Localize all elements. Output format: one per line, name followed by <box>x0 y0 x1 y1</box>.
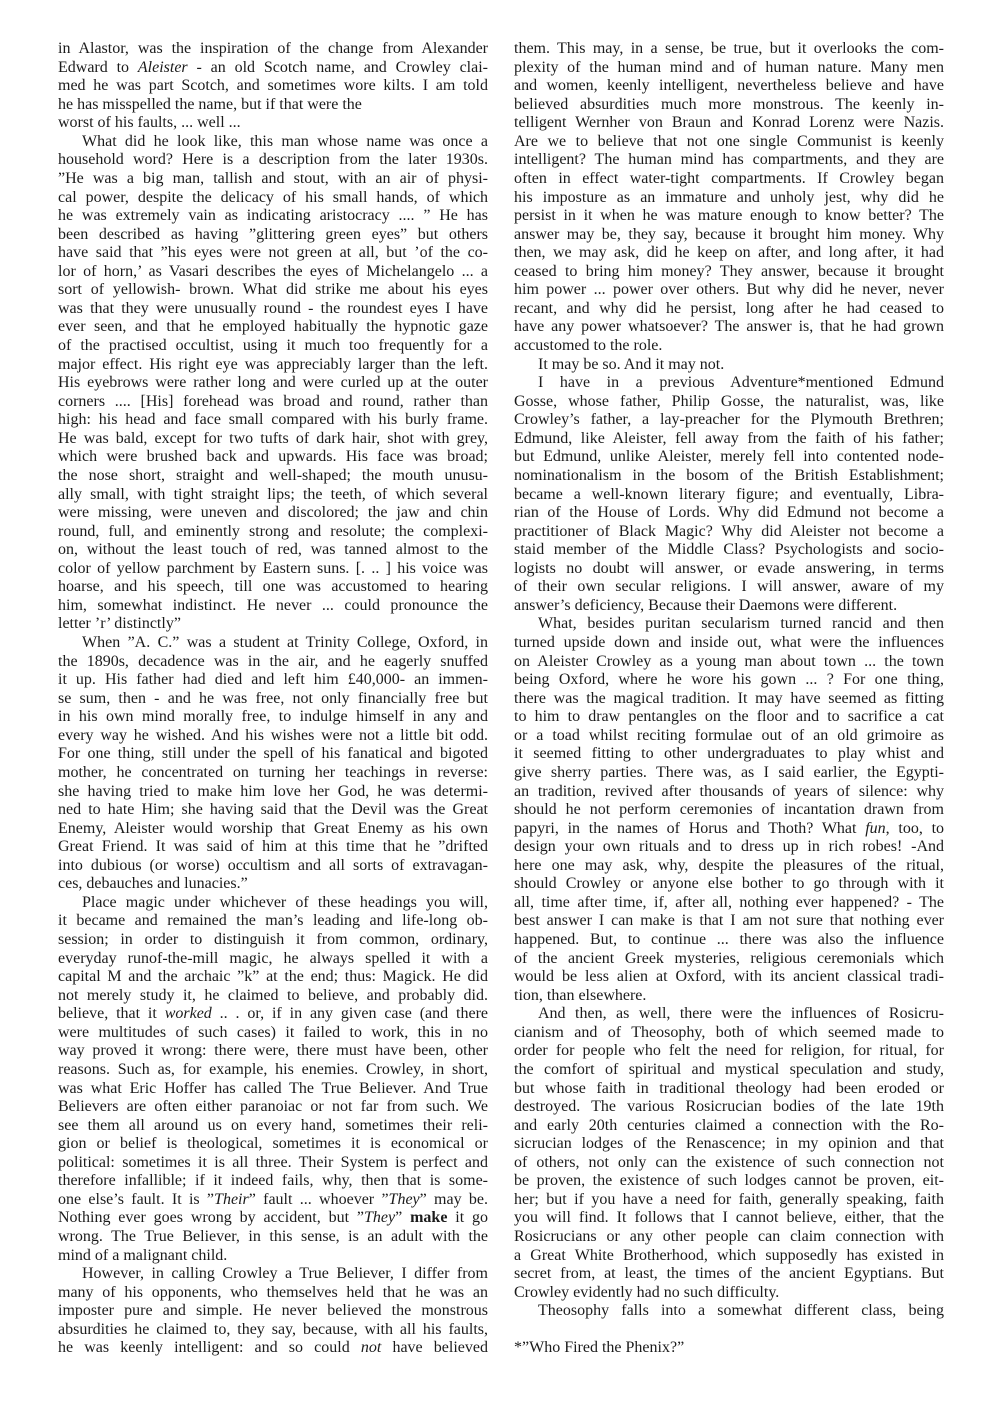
text-line: med he was part Scotch, and sometimes wore kilts. I am told <box>58 77 488 95</box>
text-line: Are we to believe that not one single Communist is keenly <box>514 132 944 150</box>
text-line: or a toad whilst reciting formulae out of an old grimoire as <box>514 726 944 744</box>
text-line: accustomed to the role. <box>514 337 663 354</box>
text-line: Enemy, Aleister would worship that Great Enemy as his own <box>58 819 488 837</box>
text-line: hoarse, and his speech, till one was accustomed to hearing <box>58 578 488 596</box>
text-line: his imposture as an immature and unholy jest, why did he <box>514 188 944 206</box>
text-line: were missing, were uneven and discolored; the jaw and chin <box>58 504 488 522</box>
text-line: Believers are often either paranoiac or not far from such. We <box>58 1098 488 1116</box>
text-line: absurdities he claimed to, they say, because, with all his faults, <box>58 1320 488 1338</box>
text-line: session; in order to distinguish it from common, ordinary, <box>58 931 488 948</box>
text-line: was what Eric Hoffer has called The True Believer. And True <box>58 1079 488 1097</box>
text-line: the nose short, straight and well-shaped; the mouth unusu- <box>58 466 488 484</box>
text-line: was that they were unusually round - the roundest eyes I have <box>58 299 488 317</box>
text-line: letter ’r’ distinctly” <box>58 615 181 633</box>
text-line: Great Friend. It was said of him at this time that he ”drifted <box>58 838 488 856</box>
text-line: a Great White Brotherhood, which supposedly has existed in <box>514 1246 944 1264</box>
text-line: give sherry parties. There was, as I said earlier, the Egypti- <box>514 763 944 781</box>
text-column-right <box>514 40 944 1414</box>
text-line: to him to draw pentangles on the floor and to sacrifice a cat <box>514 708 944 726</box>
text-line: imposter pure and simple. He never believed the monstrous <box>58 1302 488 1320</box>
text-line: have any power whatsoever? The answer is, that he had grown <box>514 318 944 336</box>
text-line: Place magic under whichever of these headings you will, <box>82 893 488 911</box>
text-line: capital M and the archaic ”k” at the end; thus: Magick. He did <box>58 968 488 986</box>
text-line: which were brushed back and upwards. His face was broad; <box>58 448 488 466</box>
text-line: were multitudes of such cases) it failed to work, this in no <box>58 1023 488 1041</box>
text-line: Rosicrucians or any other people can claim connection with <box>514 1228 944 1245</box>
text-line: However, in calling Crowley a True Believer, I differ from <box>82 1265 488 1283</box>
text-line: staid member of the Middle Class? Psychologists and socio- <box>514 541 944 559</box>
text-line: mind of a malignant child. <box>58 1246 228 1264</box>
text-line: answer may be, they say, because it brought him money. Why <box>514 225 944 243</box>
text-line: it seemed fitting to other undergraduates to play whist and <box>514 745 944 763</box>
text-line: all, time after time, if, after all, nothing ever happened? - The <box>514 893 944 911</box>
text-line: on Aleister Crowley as a young man about town ... the town <box>514 652 944 670</box>
text-line: reasons. Such as, for example, his enemies. Crowley, in short, <box>58 1060 488 1078</box>
text-line: cal power, despite the delicacy of his small hands, of which <box>58 188 488 206</box>
text-line: but Edmund, unlike Aleister, merely fell into contented node- <box>514 448 944 466</box>
text-line: He was bald, except for two tufts of dark hair, shot with grey, <box>58 429 488 447</box>
text-line: you will find. It follows that I cannot believe, either, that the <box>514 1209 944 1227</box>
text-line: rian of the House of Lords. Why did Edmund not become a <box>514 504 944 522</box>
text-line: it became and remained the man’s leading and life-long ob- <box>58 912 488 930</box>
text-line: and early 20th centuries claimed a connection with the Ro- <box>514 1116 944 1134</box>
text-line: gion or belief is theological, sometimes it is economical or <box>58 1135 488 1153</box>
text-line: Crowley’s father, a lay-preacher for the Plymouth Brethren; <box>514 411 944 429</box>
text-line: believed absurdities much more monstrous. The keenly in- <box>514 95 944 113</box>
text-line: being Oxford, where he wore his gown ... ? For one thing, <box>514 671 944 689</box>
text-line: happened. But, to continue ... there was also the influence <box>514 931 944 948</box>
text-line: them. This may, in a sense, be true, but it overlooks the com- <box>514 40 944 57</box>
text-line: he was extremely vain as indicating aristocracy .... ” He has <box>58 207 488 225</box>
text-line: papyri, in the names of Horus and Thoth? What fun, too, to <box>514 819 945 837</box>
text-line: of their own secular religions. I will answer, aware of my <box>514 578 944 596</box>
text-line: one else’s fault. It is ”Their” fault ... whoever ”They” may be. <box>58 1190 489 1208</box>
text-line: sicrucian lodges of the Renascence; in my opinion and that <box>514 1135 944 1153</box>
text-line: mother, he concentrated on turning her teachings in reverse: <box>58 763 488 781</box>
text-line: cianism and of Theosophy, both of which seemed made to <box>514 1023 944 1041</box>
text-line: When ”A. C.” was a student at Trinity College, Oxford, in <box>82 634 488 651</box>
text-line: would be less alien at Oxford, with its ancient classical tradi- <box>514 968 944 986</box>
text-line: he was keenly intelligent: and so could not have believed <box>58 1339 489 1357</box>
text-line: Nothing ever goes wrong by accident, but ”They” make it go <box>58 1209 489 1227</box>
text-line: ceased to bring him money? They answer, because it brought <box>514 262 944 280</box>
text-line: many of his opponents, who themselves held that he was an <box>58 1283 488 1301</box>
text-line: For one thing, still under the spell of his fanatical and bigoted <box>58 745 488 763</box>
text-line: see them all around us on every hand, sometimes their reli- <box>58 1116 488 1134</box>
text-line: destroyed. The various Rosicrucian bodies of the late 19th <box>514 1098 944 1116</box>
text-line: corners .... [His] forehead was broad and round, rather than <box>58 392 488 410</box>
text-line: nominationalism in the bosom of the British Establishment; <box>514 466 944 484</box>
text-line: her; but if you have a need for faith, generally speaking, faith <box>514 1190 944 1208</box>
text-line: order for people who felt the need for religion, for ritual, for <box>514 1042 944 1060</box>
text-line: It may be so. And it may not. <box>538 355 725 373</box>
text-line: into dubious (or worse) occultism and all sorts of extravagan- <box>58 856 488 874</box>
text-line: color of yellow parchment by Eastern suns. [. .. ] his voice was <box>58 559 488 577</box>
text-line: but whose faith in traditional theology had been eroded or <box>514 1079 944 1097</box>
text-line: way proved it wrong: there were, there must have been, other <box>58 1042 488 1060</box>
text-line: Crowley evidently had no such difficulty. <box>514 1283 780 1301</box>
text-line: best answer I can make is that I am not sure that nothing ever <box>514 912 944 930</box>
text-line: Edward to Aleister - an old Scotch name, and Crowley clai- <box>58 58 488 76</box>
text-line: in his own mind morally free, to indulge himself in any and <box>58 708 488 726</box>
text-line: worst of his faults, ... well ... <box>58 114 241 132</box>
text-line: everyday runof-the-mill magic, he always spelled it with a <box>58 949 488 967</box>
text-line: I have in a previous Adventure*mentioned Edmund <box>538 374 944 392</box>
text-line: high: his head and face small compared with his burly frame. <box>58 411 488 429</box>
text-line: believe, that it worked .. . or, if in any given case (and there <box>58 1005 489 1023</box>
text-line: should Crowley or anyone else bother to go through with it <box>514 875 944 893</box>
text-line: in Alastor, was the inspiration of the change from Alexander <box>58 40 488 57</box>
text-line: ces, debauches and lunacies.” <box>58 875 248 893</box>
text-line: political: sometimes it is all three. Their System is perfect and <box>58 1153 488 1171</box>
text-line: often in effect water-tight compartments. If Crowley began <box>514 169 944 187</box>
text-line: turned upside down and inside out, what were the influences <box>514 634 944 651</box>
text-line: design your own rituals and to dress up in rich robes! -And <box>514 838 944 856</box>
text-line: became a well-known literary figure; and eventually, Libra- <box>514 485 944 503</box>
text-line: of the practised occultist, using it much too frequently for a <box>58 337 488 354</box>
text-line: wrong. The True Believer, in this sense, is an adult with the <box>58 1228 488 1245</box>
text-line: on, without the least touch of red, was tanned almost to the <box>58 541 488 559</box>
text-line: there was the magical tradition. It may have seemed as fitting <box>514 689 944 707</box>
text-line: se sum, then - and he was free, not only financially free but <box>58 689 488 707</box>
text-line: ever seen, and that he employed habitually the hypnotic gaze <box>58 318 488 336</box>
text-line: logists no doubt will answer, or evade answering, in terms <box>514 559 944 577</box>
footnote: *”Who Fired the Phenix?” <box>514 1339 685 1357</box>
text-line: major effect. His right eye was appreciably larger than the left. <box>58 355 488 373</box>
text-line: And then, as well, there were the influences of Rosicru- <box>538 1005 944 1023</box>
text-line: not merely study it, he claimed to believe, and probably did. <box>58 986 488 1004</box>
text-line: lor of horn,’ as Vasari describes the eyes of Michelangelo ... a <box>58 262 488 280</box>
text-line: round, full, and eminently strong and resolute; the complexi- <box>58 522 488 540</box>
text-line: household word? Here is a description from the later 1930s. <box>58 151 488 169</box>
text-line: should he not perform ceremonies of incantation drawn from <box>514 801 944 819</box>
text-line: plexity of the human mind and of human nature. Many men <box>514 58 944 76</box>
text-line: Gosse, whose father, Philip Gosse, the naturalist, was, like <box>514 392 944 410</box>
text-line: recant, and why did he persist, long after he had ceased to <box>514 299 944 317</box>
text-line: therefore infallible; if it indeed fails, why, then that is some- <box>58 1172 488 1190</box>
text-line: the 1890s, decadence was in the air, and he eagerly snuffed <box>58 652 488 670</box>
text-line: secret from, at least, the times of the ancient Egyptians. But <box>514 1265 944 1283</box>
text-line: then, we may ask, did he keep on after, and long after, it had <box>514 244 944 262</box>
text-line: intelligent? The human mind has compartments, and they are <box>514 151 944 169</box>
text-line: been described as having ”glittering green eyes” but others <box>58 225 488 243</box>
text-line: have said that ”his eyes were not green at all, but ’of the co- <box>58 244 488 262</box>
text-line: answer’s deficiency, Because their Daemons were different. <box>514 596 898 614</box>
text-line: tion, than elsewhere. <box>514 986 647 1004</box>
text-line <box>514 1321 944 1340</box>
text-line: of the ancient Greek mysteries, religious ceremonials which <box>514 949 944 967</box>
text-line: every way he wished. And his wishes were not a little bit odd. <box>58 726 488 744</box>
text-line: the comfort of spiritual and mystical speculation and study, <box>514 1060 944 1078</box>
text-line: His eyebrows were rather long and were curled up at the outer <box>58 374 488 392</box>
text-line: here one may ask, why, despite the pleasures of the ritual, <box>514 856 944 874</box>
text-line: What did he look like, this man whose name was once a <box>82 132 488 150</box>
text-line: of others, not only can the existence of such connection not <box>514 1153 944 1171</box>
text-line: sort of yellowish- brown. What did strike me about his eyes <box>58 281 488 299</box>
text-line: Edmund, like Aleister, fell away from the faith of his father; <box>514 429 944 447</box>
text-line: ned to hate Him; she having said that the Devil was the Great <box>58 801 488 819</box>
text-line: he has misspelled the name, but if that were the <box>58 95 362 113</box>
text-line: him power ... power over others. But why did he never, never <box>514 281 944 299</box>
text-line: practitioner of Black Magic? Why did Aleister not become a <box>514 522 944 540</box>
text-line: ”He was a big man, tallish and stout, with an air of physi- <box>58 169 488 187</box>
text-line: be proven, the existence of such lodges cannot be proven, eit- <box>514 1172 944 1190</box>
text-line: him, somewhat indistinct. He never ... could pronounce the <box>58 596 488 614</box>
text-line: ally small, with tight straight lips; the teeth, of which several <box>58 485 488 503</box>
text-column-left <box>58 40 488 1414</box>
text-line: she having tried to make him love her God, he was determi- <box>58 782 488 800</box>
text-line: telligent Wernher von Braun and Konrad Lorenz were Nazis. <box>514 114 944 132</box>
text-line: and women, keenly intelligent, nevertheless believe and have <box>514 77 944 95</box>
text-line: it up. His father had died and left him £40,000- an immen- <box>58 671 488 689</box>
text-line: What, besides puritan secularism turned rancid and then <box>538 615 944 633</box>
text-line: Theosophy falls into a somewhat different class, being <box>538 1302 944 1320</box>
text-line: persist in it when he was mature enough to know better? The <box>514 207 944 225</box>
text-line: an tradition, revived after thousands of years of silence: why <box>514 782 944 800</box>
